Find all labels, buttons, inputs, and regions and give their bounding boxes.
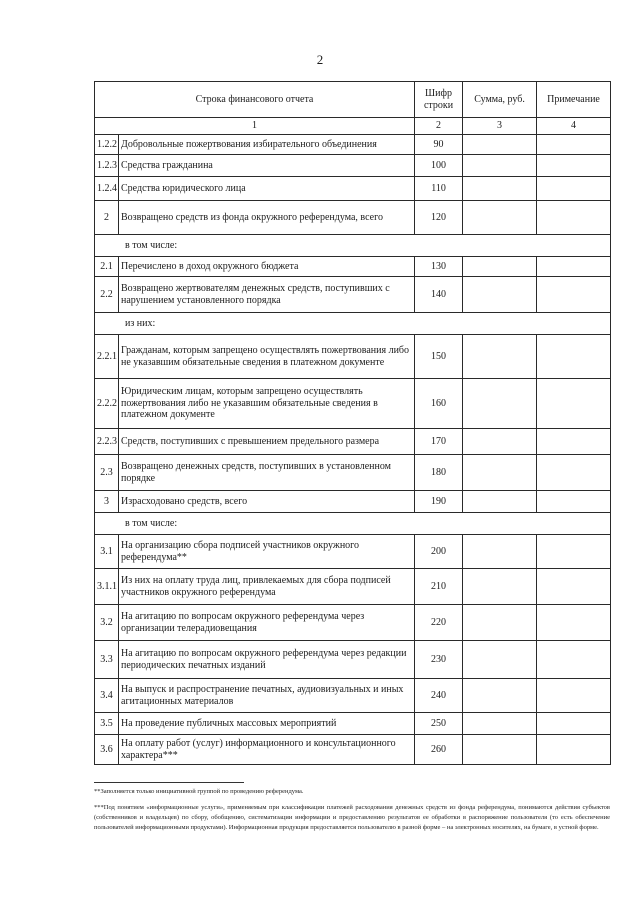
row-number: 3 (95, 491, 119, 513)
row-note (537, 535, 611, 569)
row-number: 1.2.4 (95, 177, 119, 201)
table-row (95, 155, 611, 177)
table-row (95, 641, 611, 679)
row-note (537, 257, 611, 277)
row-note (537, 605, 611, 641)
section-label: из них: (95, 313, 611, 335)
row-text: Израсходовано средств, всего (119, 491, 415, 513)
table-row (95, 201, 611, 235)
table-row (95, 335, 611, 379)
table-row (95, 735, 611, 765)
row-code: 130 (415, 257, 463, 277)
table-row (95, 713, 611, 735)
row-sum (463, 257, 537, 277)
row-note (537, 455, 611, 491)
row-number: 3.1.1 (95, 569, 119, 605)
col-index-1: 1 (95, 118, 415, 135)
row-note (537, 155, 611, 177)
row-text: Из них на оплату труда лиц, привлекаемых для сбора подписей участников окружного референдума (119, 569, 415, 605)
header-sum: Сумма, руб. (463, 82, 537, 118)
table-row (95, 455, 611, 491)
header-note: Примечание (537, 82, 611, 118)
row-note (537, 491, 611, 513)
row-sum (463, 201, 537, 235)
row-code: 100 (415, 155, 463, 177)
row-code: 120 (415, 201, 463, 235)
row-note (537, 713, 611, 735)
row-note (537, 177, 611, 201)
table-row (95, 535, 611, 569)
section-label: в том числе: (95, 513, 611, 535)
row-text: Возвращено денежных средств, поступивших в установленном порядке (119, 455, 415, 491)
row-number: 2 (95, 201, 119, 235)
col-index-2: 2 (415, 118, 463, 135)
row-number: 3.1 (95, 535, 119, 569)
row-number: 2.2.1 (95, 335, 119, 379)
row-sum (463, 379, 537, 429)
row-sum (463, 679, 537, 713)
footnote-information-services: ***Под понятием «информационные услуги», применяемым при классификации платежей расходования денежных средств из фонда референдума, понимаются действия субъектов (собственников и владельцев) по сбору, обобщению, систематизации информации и предоставлению результатов ее обработки в распоряжение пользователя (то есть обеспечение пользователей информационными продуктами). Информационная продукция предоставляется пользователю в разной форме – на электронных носителях, на бумаге, в устной форме. (94, 804, 610, 831)
row-code: 90 (415, 135, 463, 155)
table-row (95, 429, 611, 455)
row-code: 240 (415, 679, 463, 713)
section-label: в том числе: (95, 235, 611, 257)
row-sum (463, 177, 537, 201)
row-code: 180 (415, 455, 463, 491)
row-sum (463, 155, 537, 177)
row-text: Возвращено средств из фонда окружного референдума, всего (119, 201, 415, 235)
page-number: 2 (316, 52, 324, 67)
row-note (537, 379, 611, 429)
table-row (95, 379, 611, 429)
col-index-4: 4 (537, 118, 611, 135)
header-row-label: Строка финансового отчета (95, 82, 415, 118)
table-row (95, 569, 611, 605)
row-note (537, 429, 611, 455)
row-text: На агитацию по вопросам окружного референдума через редакции периодических печатных изданий (119, 641, 415, 679)
table-row (95, 277, 611, 313)
table-row (95, 679, 611, 713)
row-sum (463, 135, 537, 155)
row-code: 170 (415, 429, 463, 455)
footnote-divider (94, 782, 244, 783)
row-sum (463, 335, 537, 379)
row-number: 1.2.2 (95, 135, 119, 155)
row-code: 150 (415, 335, 463, 379)
row-sum (463, 605, 537, 641)
header-code (415, 82, 463, 118)
row-code: 140 (415, 277, 463, 313)
section-label-row (95, 313, 611, 335)
header-code-line-2: строки (423, 99, 454, 111)
row-number: 2.2 (95, 277, 119, 313)
row-note (537, 641, 611, 679)
row-number: 2.1 (95, 257, 119, 277)
row-code: 160 (415, 379, 463, 429)
row-note (537, 735, 611, 765)
row-note (537, 201, 611, 235)
row-text: Возвращено жертвователям денежных средств, поступивших с нарушением установленного порядка (119, 277, 415, 313)
row-text: Средства гражданина (119, 155, 415, 177)
column-index-row (95, 118, 611, 135)
row-number: 2.2.3 (95, 429, 119, 455)
row-code: 220 (415, 605, 463, 641)
footnote-initiative-group: **Заполняется только инициативной группой по проведению референдума. (94, 788, 304, 795)
row-note (537, 569, 611, 605)
row-number: 3.2 (95, 605, 119, 641)
row-code: 210 (415, 569, 463, 605)
row-sum (463, 455, 537, 491)
row-number: 2.2.2 (95, 379, 119, 429)
row-text: Гражданам, которым запрещено осуществлять пожертвования либо не указавшим обязательные сведения в платежном документе (119, 335, 415, 379)
row-number: 1.2.3 (95, 155, 119, 177)
table-row (95, 491, 611, 513)
row-text: На выпуск и распространение печатных, аудиовизуальных и иных агитационных материалов (119, 679, 415, 713)
financial-report-table (94, 81, 611, 765)
row-number: 3.5 (95, 713, 119, 735)
row-note (537, 679, 611, 713)
row-number: 3.3 (95, 641, 119, 679)
row-sum (463, 491, 537, 513)
row-sum (463, 641, 537, 679)
row-sum (463, 429, 537, 455)
row-note (537, 135, 611, 155)
table-row (95, 605, 611, 641)
section-label-row (95, 513, 611, 535)
row-code: 190 (415, 491, 463, 513)
row-text: На оплату работ (услуг) информационного и консультационного характера*** (119, 735, 415, 765)
table-row (95, 257, 611, 277)
row-code: 200 (415, 535, 463, 569)
row-text: Добровольные пожертвования избирательного объединения (119, 135, 415, 155)
table-header-row (95, 82, 611, 118)
row-note (537, 277, 611, 313)
col-index-3: 3 (463, 118, 537, 135)
row-sum (463, 713, 537, 735)
row-text: На организацию сбора подписей участников окружного референдума** (119, 535, 415, 569)
row-note (537, 335, 611, 379)
row-number: 3.4 (95, 679, 119, 713)
row-number: 2.3 (95, 455, 119, 491)
row-sum (463, 535, 537, 569)
section-label-row (95, 235, 611, 257)
row-text: На проведение публичных массовых мероприятий (119, 713, 415, 735)
row-text: Средств, поступивших с превышением предельного размера (119, 429, 415, 455)
table-row (95, 177, 611, 201)
row-code: 230 (415, 641, 463, 679)
row-sum (463, 735, 537, 765)
row-text: Юридическим лицам, которым запрещено осуществлять пожертвования либо не указавшим обязательные сведения в платежном документе (119, 379, 415, 429)
row-code: 250 (415, 713, 463, 735)
row-text: Средства юридического лица (119, 177, 415, 201)
header-code-line-1: Шифр (425, 88, 452, 99)
table-row (95, 135, 611, 155)
row-sum (463, 277, 537, 313)
row-code: 110 (415, 177, 463, 201)
row-code: 260 (415, 735, 463, 765)
row-text: На агитацию по вопросам окружного референдума через организации телерадиовещания (119, 605, 415, 641)
row-sum (463, 569, 537, 605)
row-text: Перечислено в доход окружного бюджета (119, 257, 415, 277)
row-number: 3.6 (95, 735, 119, 765)
